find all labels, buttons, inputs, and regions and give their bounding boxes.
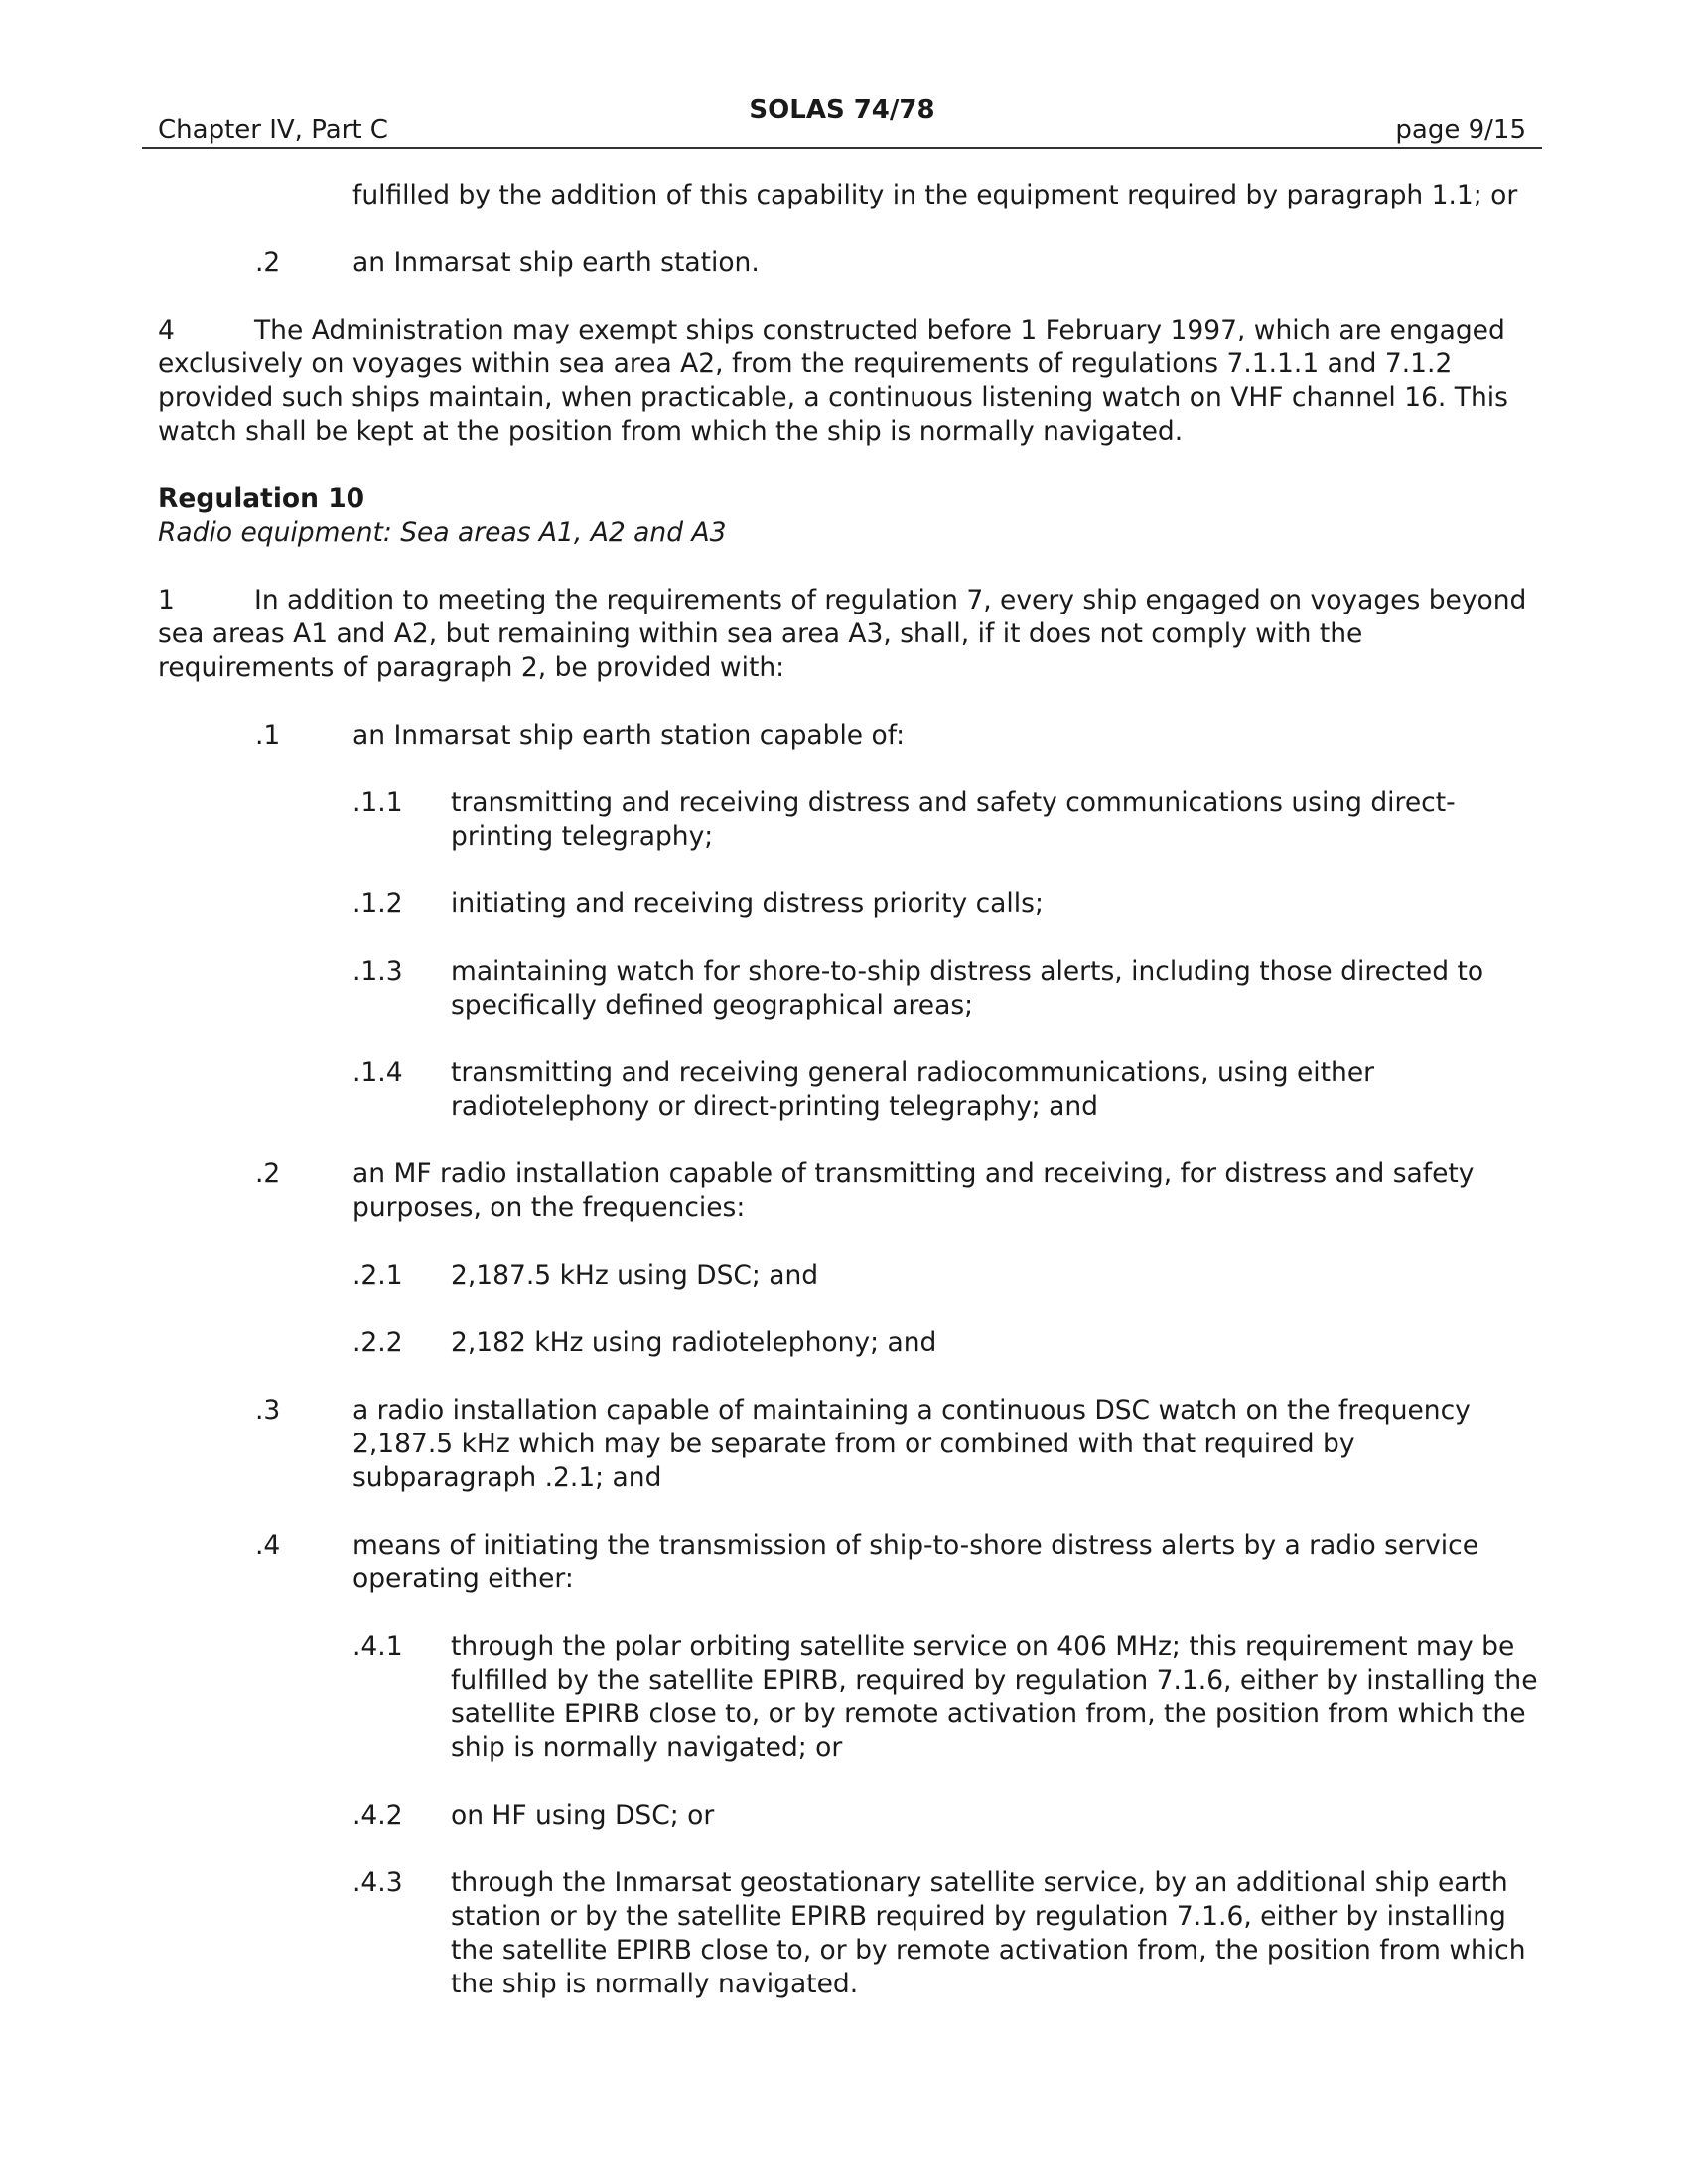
sub-item-label: .1.3 bbox=[352, 956, 403, 987]
continued-text: fulfilled by the addition of this capability in the equipment required by paragraph 1.1; or bbox=[352, 180, 1518, 210]
sub-item bbox=[158, 887, 1538, 921]
sub-item bbox=[158, 1326, 1538, 1360]
paragraph-4 bbox=[158, 314, 1538, 449]
item-label: .1 bbox=[255, 720, 281, 751]
sub-item-label: .4.2 bbox=[352, 1800, 403, 1831]
item-text: an MF radio installation capable of transmitting and receiving, for distress and safety purposes, on the frequencies: bbox=[352, 1159, 1475, 1223]
sub-item-label: .1.2 bbox=[352, 888, 403, 919]
sub-item bbox=[158, 1056, 1538, 1124]
paragraph-number: 1 bbox=[158, 585, 175, 615]
sub-item-text: maintaining watch for shore-to-ship distress alerts, including those directed to specifically defined geographical areas; bbox=[451, 956, 1484, 1021]
sub-item-label: .1.4 bbox=[352, 1057, 403, 1088]
page-header bbox=[142, 95, 1542, 149]
sub-item-text: 2,187.5 kHz using DSC; and bbox=[451, 1260, 819, 1291]
document-body bbox=[158, 179, 1538, 2035]
sub-item-label: .4.3 bbox=[352, 1867, 403, 1898]
list-item bbox=[158, 1158, 1538, 1225]
list-item bbox=[158, 719, 1538, 752]
chapter-label: Chapter IV, Part C bbox=[158, 115, 388, 145]
sub-item-label: .2.2 bbox=[352, 1327, 403, 1358]
sub-item-text: 2,182 kHz using radiotelephony; and bbox=[451, 1327, 937, 1358]
sub-item bbox=[158, 1630, 1538, 1765]
sub-item-text: initiating and receiving distress priority calls; bbox=[451, 888, 1044, 919]
item-text: a radio installation capable of maintaining a continuous DSC watch on the frequency 2,187.5 kHz which may be separate from or combined with that required by subparagraph .2.1; and bbox=[352, 1395, 1471, 1493]
sub-item-text: on HF using DSC; or bbox=[451, 1800, 715, 1831]
sub-item-label: .1.1 bbox=[352, 787, 403, 818]
sub-item bbox=[158, 955, 1538, 1023]
document-title: SOLAS 74/78 bbox=[749, 95, 935, 125]
sub-item-label: .2.1 bbox=[352, 1260, 403, 1291]
sub-item bbox=[158, 1259, 1538, 1293]
list-item bbox=[158, 1394, 1538, 1495]
regulation-title: Regulation 10 bbox=[158, 483, 365, 514]
sub-item bbox=[158, 1799, 1538, 1833]
list-item bbox=[158, 246, 1538, 280]
sub-item-text: through the Inmarsat geostationary satellite service, by an additional ship earth station or by the satellite EPIRB required by regulation 7.1.6, either by installing the satellite EPIRB close to, or by remote activation from, the position from which the ship is normally navigated. bbox=[451, 1867, 1526, 1999]
page-number: page 9/15 bbox=[1395, 115, 1526, 145]
item-label: .2 bbox=[255, 247, 281, 278]
item-label: .3 bbox=[255, 1395, 281, 1426]
item-text: means of initiating the transmission of ship-to-shore distress alerts by a radio service operating either: bbox=[352, 1530, 1479, 1594]
regulation-subtitle: Radio equipment: Sea areas A1, A2 and A3 bbox=[158, 517, 727, 548]
item-label: .2 bbox=[255, 1159, 281, 1189]
item-text: an Inmarsat ship earth station. bbox=[352, 247, 760, 278]
paragraph-1 bbox=[158, 584, 1538, 685]
sub-item-text: transmitting and receiving general radiocommunications, using either radiotelephony or direct-printing telegraphy; and bbox=[451, 1057, 1375, 1122]
sub-item-label: .4.1 bbox=[352, 1631, 403, 1662]
item-label: .4 bbox=[255, 1530, 281, 1561]
sub-item bbox=[158, 786, 1538, 854]
paragraph-text: In addition to meeting the requirements of regulation 7, every ship engaged on voyages beyond sea areas A1 and A2, but remaining within sea area A3, shall, if it does not comply with the requirements of paragraph 2, be provided with: bbox=[158, 585, 1527, 683]
sub-item bbox=[158, 1866, 1538, 2001]
paragraph-text: The Administration may exempt ships constructed before 1 February 1997, which are engaged exclusively on voyages within sea area A2, from the requirements of regulations 7.1.1.1 and 7.1.2 provided such ships maintain, when practicable, a continuous listening watch on VHF channel 16. This watch shall be kept at the position from which the ship is normally navigated. bbox=[158, 315, 1508, 447]
list-item bbox=[158, 1529, 1538, 1596]
paragraph-number: 4 bbox=[158, 315, 175, 345]
sub-item-text: transmitting and receiving distress and safety communications using direct-printing telegraphy; bbox=[451, 787, 1456, 852]
item-text: an Inmarsat ship earth station capable of: bbox=[352, 720, 906, 751]
sub-item-text: through the polar orbiting satellite service on 406 MHz; this requirement may be fulfilled by the satellite EPIRB, required by regulation 7.1.6, either by installing the satellite EPIRB close to, or by remote activation from, the position from which the ship is normally navigated; or bbox=[451, 1631, 1538, 1763]
